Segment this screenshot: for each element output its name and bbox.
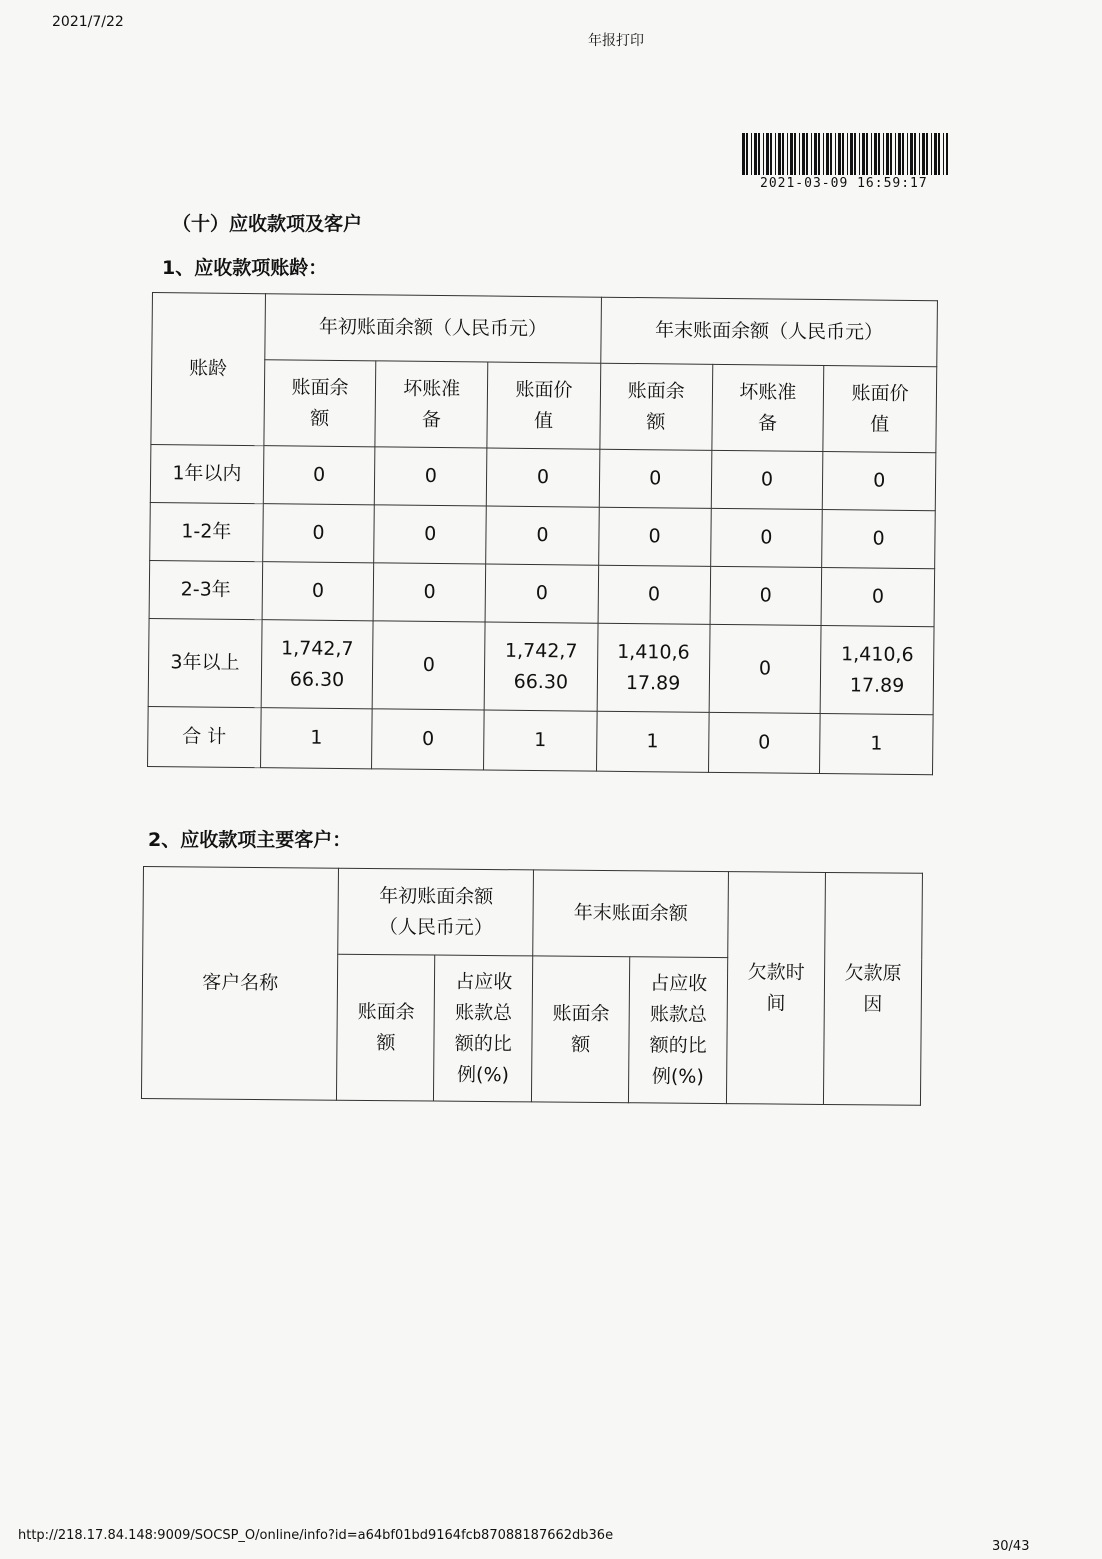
aging-cell: 0 — [710, 508, 822, 567]
aging-cell: 0 — [708, 712, 820, 773]
aging-header-age: 账龄 — [151, 293, 265, 446]
aging-sub-begin-bad: 坏账准备 — [375, 361, 488, 448]
aging-cell: 0 — [373, 621, 486, 710]
customers-table — [141, 866, 923, 1106]
aging-cell: 1,410,617.89 — [820, 626, 934, 715]
aging-title: 1、应收款项账龄： — [162, 257, 328, 279]
aging-cell: 0 — [262, 504, 374, 563]
aging-cell: 0 — [710, 566, 822, 625]
customers-title: 2、应收款项主要客户： — [148, 829, 352, 851]
customers-sub-begin-balance: 账面余额 — [337, 954, 435, 1101]
aging-cell: 0 — [485, 564, 598, 623]
aging-sub-end-bad: 坏账准备 — [711, 364, 824, 451]
aging-header-end: 年末账面余额（人民币元） — [601, 297, 938, 367]
aging-row-label: 1年以内 — [150, 444, 263, 503]
barcode — [742, 133, 948, 175]
customers-header-name: 客户名称 — [141, 867, 339, 1101]
aging-cell: 0 — [486, 506, 599, 565]
aging-table — [147, 292, 938, 775]
customers-header-time: 欠款时间 — [727, 872, 826, 1105]
aging-row — [148, 706, 934, 774]
aging-row-label: 3年以上 — [148, 618, 262, 707]
customers-header-end: 年末账面余额 — [533, 870, 729, 958]
customers-sub-end-ratio: 占应收账款总额的比例(%) — [629, 957, 728, 1104]
aging-cell: 1,410,617.89 — [597, 623, 710, 712]
aging-cell: 0 — [486, 448, 599, 507]
aging-header-begin: 年初账面余额（人民币元） — [265, 294, 602, 364]
customers-header-reason: 欠款原因 — [824, 872, 923, 1105]
aging-row-label: 1-2年 — [150, 502, 263, 561]
section-title: （十）应收款项及客户 — [172, 213, 363, 235]
aging-cell: 0 — [599, 449, 711, 508]
aging-cell: 0 — [374, 505, 486, 564]
aging-row-label: 合 计 — [148, 706, 261, 767]
aging-row — [150, 502, 936, 568]
customers-sub-end-balance: 账面余额 — [532, 956, 630, 1103]
aging-cell: 1,742,766.30 — [261, 620, 374, 709]
aging-cell: 1 — [596, 711, 708, 772]
aging-cell: 0 — [598, 565, 710, 624]
aging-cell: 0 — [821, 568, 934, 627]
aging-cell: 0 — [262, 562, 374, 621]
aging-cell: 0 — [263, 446, 375, 505]
aging-cell: 0 — [709, 624, 822, 713]
aging-sub-end-value: 账面价值 — [823, 366, 937, 453]
barcode-timestamp: 2021-03-09 16:59:17 — [760, 176, 928, 191]
footer-page-number: 30/43 — [992, 1539, 1030, 1554]
aging-row — [150, 444, 936, 510]
aging-cell: 1 — [820, 714, 933, 775]
aging-cell: 0 — [822, 452, 935, 511]
print-title: 年报打印 — [588, 33, 644, 49]
customers-sub-begin-ratio: 占应收账款总额的比例(%) — [434, 955, 533, 1102]
aging-sub-begin-balance: 账面余额 — [264, 360, 377, 447]
aging-sub-end-balance: 账面余额 — [600, 363, 713, 450]
aging-cell: 0 — [372, 709, 484, 770]
footer-url: http://218.17.84.148:9009/SOCSP_O/online/info?id=a64bf01bd9164fcb87088187662db36e — [18, 1528, 614, 1543]
aging-cell: 0 — [373, 563, 485, 622]
aging-cell: 0 — [375, 447, 487, 506]
aging-sub-begin-value: 账面价值 — [487, 362, 601, 449]
aging-row-label: 2-3年 — [149, 560, 262, 619]
aging-cell: 0 — [598, 507, 710, 566]
print-date: 2021/7/22 — [52, 14, 124, 30]
aging-row — [148, 618, 934, 714]
aging-cell: 0 — [711, 450, 823, 509]
aging-cell: 1,742,766.30 — [484, 622, 598, 711]
aging-cell: 1 — [484, 710, 597, 771]
aging-row — [149, 560, 935, 626]
customers-header-begin: 年初账面余额（人民币元） — [338, 868, 534, 956]
aging-cell: 1 — [260, 708, 372, 769]
aging-cell: 0 — [822, 510, 935, 569]
